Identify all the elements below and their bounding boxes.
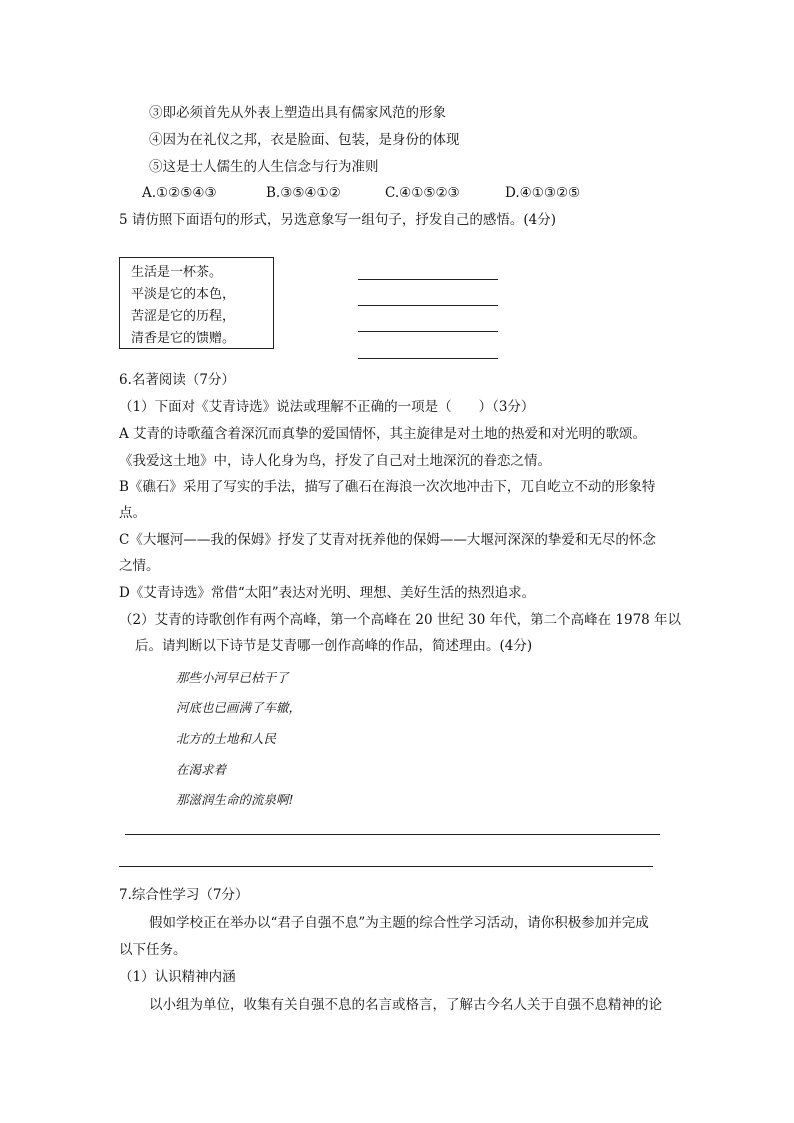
q6-answer-line[interactable]	[125, 834, 660, 835]
q6-option-a: A 艾青的诗歌蕴含着深沉而真挚的爱国情怀，其主旋律是对土地的热爱和对光明的歌颂。	[119, 426, 647, 442]
q6-sub2-cont: 后。请判断以下诗节是艾青哪一创作高峰的作品，简述理由。(4分)	[135, 638, 533, 654]
q7-title: 7.综合性学习（7分）	[119, 887, 249, 903]
q6-option-a-cont: 《我爱这土地》中，诗人化身为鸟，抒发了自己对土地深沉的眷恋之情。	[119, 453, 551, 469]
q6-option-c-cont: 之情。	[119, 558, 160, 574]
q6-sub2: （2）艾青的诗歌创作有两个高峰，第一个高峰在 20 世纪 30 年代，第二个高峰在 1978 年以	[119, 612, 682, 628]
q4-item-4: ④因为在礼仪之邦，衣是脸面、包装，是身份的体现	[149, 132, 460, 148]
poem-line: 河底也已画满了车辙，	[176, 700, 302, 715]
q6-option-c: C《大堰河——我的保姆》抒发了艾青对抚养他的保姆——大堰河深深的挚爱和无尽的怀念	[119, 532, 656, 548]
q4-option-a: A.①②⑤④③	[142, 185, 217, 201]
poem-line: 北方的土地和人民	[176, 731, 277, 746]
q6-sub1: （1）下面对《艾青诗选》说法或理解不正确的一项是（ ）（3分）	[119, 399, 535, 415]
q7-body: 以小组为单位，收集有关自强不息的名言或格言，了解古今名人关于自强不息精神的论	[149, 997, 662, 1013]
poem-line: 那滋润生命的流泉啊!	[176, 792, 294, 807]
q5-example-box	[119, 257, 274, 349]
q4-option-b: B.③⑤④①②	[266, 185, 341, 201]
poem-line: 在渴求着	[176, 762, 227, 777]
q4-item-3: ③即必须首先从外表上塑造出具有儒家风范的形象	[149, 105, 446, 121]
q4-item-5: ⑤这是士人儒生的人生信念与行为准则	[149, 159, 379, 175]
q4-option-d: D.④①③②⑤	[505, 185, 581, 201]
q5-answer-blank[interactable]	[358, 305, 498, 306]
q5-example-line: 苦涩是它的历程，	[131, 309, 236, 324]
q5-answer-blank[interactable]	[358, 358, 498, 359]
q5-example-line: 清香是它的馈赠。	[131, 331, 236, 346]
q6-title: 6.名著阅读（7分）	[119, 372, 235, 388]
q7-intro: 假如学校正在举办以“君子自强不息”为主题的综合性学习活动，请你积极参加并完成	[149, 915, 649, 931]
q6-option-b: B《礁石》采用了写实的手法，描写了礁石在海浪一次次地冲击下，兀自屹立不动的形象特	[119, 479, 656, 495]
q6-answer-line[interactable]	[119, 866, 653, 867]
q6-option-d: D《艾青诗选》常借“太阳”表达对光明、理想、美好生活的热烈追求。	[119, 585, 536, 601]
q5-answer-blank[interactable]	[358, 279, 498, 280]
q7-sub1: （1）认识精神内涵	[119, 969, 236, 985]
q4-option-c: C.④①⑤②③	[385, 185, 460, 201]
q5-answer-blank[interactable]	[358, 331, 498, 332]
q6-option-b-cont: 点。	[119, 505, 146, 521]
q5-prompt: 5 请仿照下面语句的形式，另选意象写一组句子，抒发自己的感悟。(4分)	[119, 212, 557, 228]
q7-intro-cont: 以下任务。	[119, 942, 187, 958]
poem-line: 那些小河早已枯干了	[176, 670, 289, 685]
q5-example-line: 平淡是它的本色，	[131, 287, 236, 302]
q5-example-line: 生活是一杯茶。	[131, 265, 223, 280]
